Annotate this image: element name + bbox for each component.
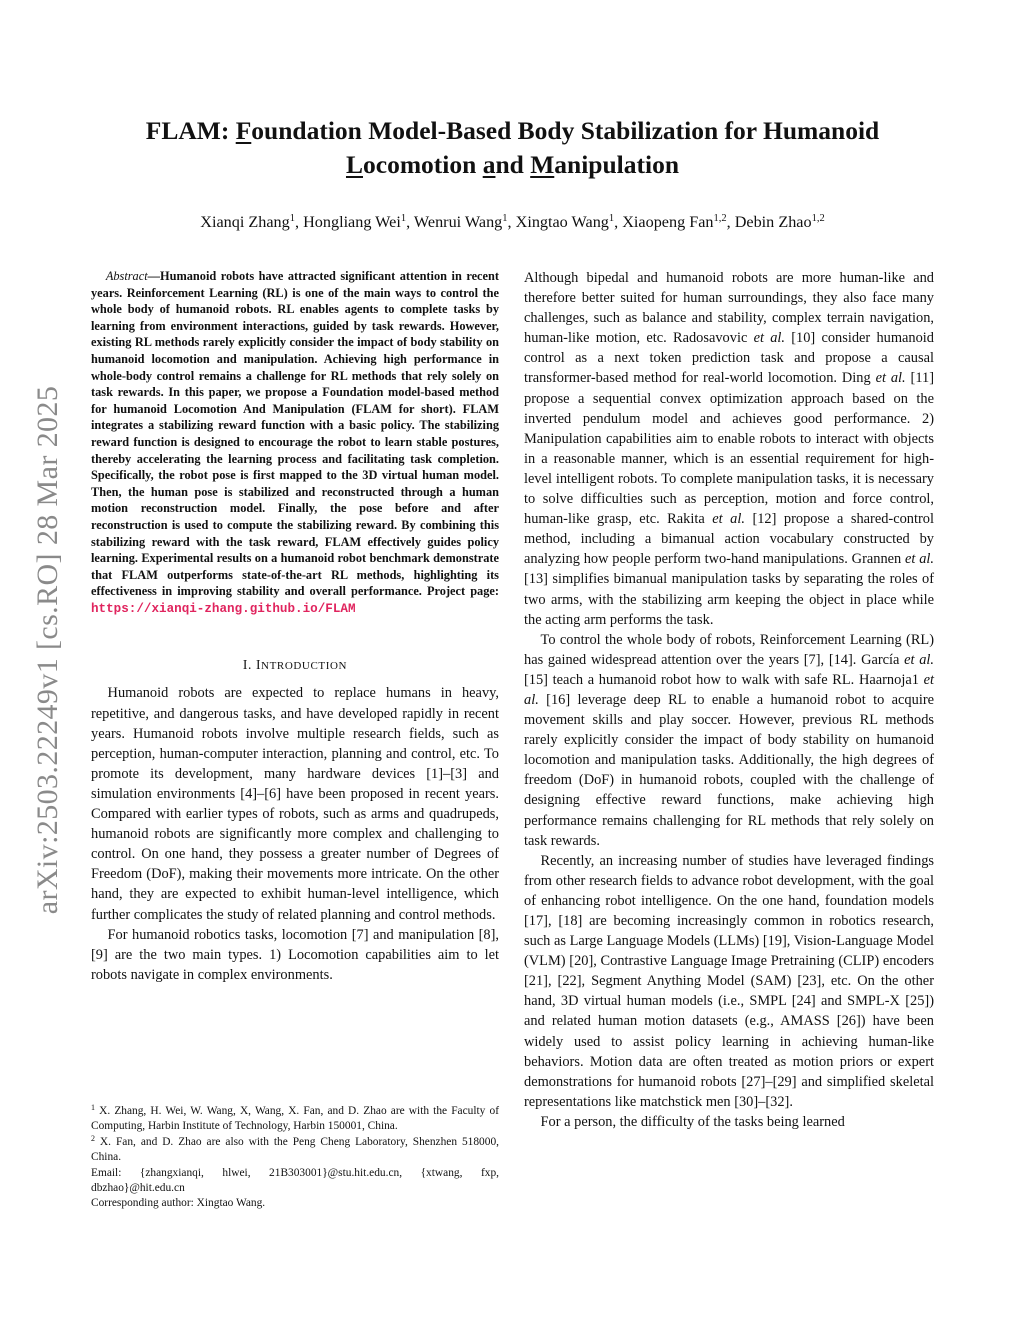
author: Xianqi Zhang$^1$, xyxy=(200,213,304,231)
intro-paragraph: Humanoid robots are expected to replace humans in heavy, repetitive, and dangerous tasks, and have developed rapidly in recent years. Humanoid robots involve multiple research fields, such as perception, human-computer interaction, planning and control, etc. To promote its development, many hardware devices [1]–[3] and simulation environments [4]–[6] have been proposed in recent years. Compared with earlier types of robots, such as arms and quadrupeds, humanoid robots are significantly more complex and challenging to control. On one hand, they possess a greater number of Degrees of Freedom (DoF), making their movements more intricate. On the other hand, they are expected to exhibit human-level intelligence, which further complicates the study of related planning and control methods. xyxy=(91,685,499,923)
arxiv-identifier: arXiv:2503.22249v1 [cs.RO] 28 Mar 2025 xyxy=(31,385,64,915)
author: Xingtao Wang$^1$, xyxy=(515,213,623,231)
section-heading-introduction: I. INTRODUCTION xyxy=(242,657,348,673)
project-page-link[interactable]: https://xianqi-zhang.github.io/FLAM xyxy=(91,601,356,616)
abstract: Abstract—Humanoid robots have attracted significant attention in recent years. Reinforcement Learning (RL) is one of the main ways to control the whole body of humanoid robots. RL enables agents to complete tasks by learning from environment interactions, guided by task rewards. However, existing RL methods rarely explicitly consider the impact of body stability on humanoid locomotion and manipulation. Achieving high performance in whole-body control remains a challenge for RL methods that rely solely on task rewards. In this paper, we propose a Foundation model-based method for humanoid Locomotion And Manipulation (FLAM for short). FLAM integrates a stabilizing reward function with a basic policy. The stabilizing reward function is designed to encourage the robot to learn stable postures, thereby accelerating the learning process and facilitating task completion. Specifically, the robot pose is first mapped to the 3D virtual human model. Then, the human pose is stabilized and reconstructed through a human motion reconstruction model. Finally, the pose before and after reconstruction is used to compute the stabilizing reward. By combining this stabilizing reward with the task reward, FLAM effectively guides policy learning. Experimental results on a humanoid robot benchmark demonstrate that FLAM outperforms state-of-the-art RL methods, highlighting its effectiveness in improving stability and overall performance. Project page: https://xianqi-zhang.github.io/FLAM xyxy=(91,269,499,616)
author-list xyxy=(90,210,935,234)
author: Hongliang Wei$^1$, xyxy=(303,213,414,231)
intro-paragraph: For humanoid robotics tasks, locomotion [7] and manipulation [8], [9] are the two main types. 1) Locomotion capabilities aim to let robots navigate in complex environments. xyxy=(91,926,499,983)
footnote-corresponding-author: Corresponding author: Xingtao Wang. xyxy=(91,1197,266,1210)
author: Wenrui Wang$^1$, xyxy=(413,213,516,231)
author: Xiaopeng Fan$^{1,2}$, xyxy=(622,213,735,231)
body-paragraph: Recently, an increasing number of studies have leveraged findings from other research fields to advance robot development, with the goal of enhancing robot intelligence. On the one hand, foundation models [17], [18] are becoming increasingly common in robotics research, such as Large Language Models (LLMs) [19], Vision-Language Model (VLM) [20], Contrastive Language Image Pretraining (CLIP) encoders [21], [22], Segment Anything Model (SAM) [23], etc. On the other hand, 3D virtual human models (i.e., SMPL [24] and SMPL-X [25]) and related human motion datasets (e.g., AMASS [26]) have been widely used to assist policy learning in achieving human-like behaviors. Motion data are often treated as motion priors or expert demonstrations for humanoid robots [27]–[29] and simplified skeletal representations like matchstick men [30]–[32]. xyxy=(524,852,934,1110)
footnote-affiliation-2: $^2$ X. Fan, and D. Zhao are also with the Peng Cheng Laboratory, Shenzhen 518000, China. xyxy=(91,1133,499,1164)
arxiv-watermark xyxy=(20,350,76,950)
body-paragraph: To control the whole body of robots, Reinforcement Learning (RL) has gained widespread attention over the years [7], [14]. García et al. [15] teach a humanoid robot how to walk with safe RL. Haarnoja1 et al. [16] leverage deep RL to enable a humanoid robot to acquire movement skills and play soccer. However, previous RL methods rarely explicitly consider the impact of body stability on humanoid locomotion and manipulation tasks. Additionally, the high degrees of freedom (DoF) in humanoid robots, coupled with the challenge of designing effective reward functions, make achieving high performance remains challenging for RL methods that rely solely on task rewards. xyxy=(524,631,934,849)
paper-title: FLAM: Foundation Model-Based Body Stabilization for Humanoid Locomotion and Manipulation xyxy=(145,116,880,179)
author: Debin Zhao$^{1,2}$ xyxy=(734,213,825,231)
right-column xyxy=(524,268,934,1132)
footnote-email: Email: {zhangxianqi, hlwei, 21B303001}@stu.hit.edu.cn, {xtwang, fxp, dbzhao}@hit.edu.cn xyxy=(91,1166,499,1195)
footnotes xyxy=(91,1104,499,1212)
left-column xyxy=(91,268,499,985)
abstract-label: Abstract xyxy=(105,269,148,283)
abstract-text: Humanoid robots have attracted significant attention in recent years. Reinforcement Learning (RL) is one of the main ways to control the whole body of humanoid robots. RL enables agents to complete tasks by learning from environment interactions, guided by task rewards. However, existing RL methods rarely explicitly consider the impact of body stability on humanoid locomotion and manipulation. Achieving high performance in whole-body control remains a challenge for RL methods that rely solely on task rewards. In this paper, we propose a Foundation model-based method for humanoid Locomotion And Manipulation (FLAM for short). FLAM integrates a stabilizing reward function with a basic policy. The stabilizing reward function is designed to encourage the robot to learn stable postures, thereby accelerating the learning process and facilitating task completion. Specifically, the robot pose is first mapped to the 3D virtual human model. Then, the human pose is stabilized and reconstructed through a human motion reconstruction model. Finally, the pose before and after reconstruction is used to compute the stabilizing reward. By combining this stabilizing reward with the task reward, FLAM effectively guides policy learning. Experimental results on a humanoid robot benchmark demonstrate that FLAM outperforms state-of-the-art RL methods, highlighting its effectiveness in improving stability and overall performance. Project page: xyxy=(91,269,499,599)
body-paragraph: Although bipedal and humanoid robots are more human-like and therefore better suited for human surroundings, they also face many challenges, such as balance and stability, complex terrain navigation, human-like motion, etc. Radosavovic et al. [10] consider humanoid control as a next token prediction task and propose a causal transformer-based method for real-world locomotion. Ding et al. [11] propose a sequential convex optimization approach based on the inverted pendulum model and achieves good performance. 2) Manipulation capabilities aim to enable robots to interact with objects in a reasonable manner, which is an essential requirement for high-level intelligent robots. To complete manipulation tasks, it is necessary to solve difficulties such as perception, motion and force control, human-like grasp, etc. Rakita et al. [12] propose a shared-control method, including a bimanual action vocabulary constructed by analyzing how people perform two-hand manipulations. Grannen et al. [13] simplifies bimanual manipulation tasks by separating the roles of two arms, with the stabilizing arm keeping the object in place while the acting arm performs the task. xyxy=(524,270,934,628)
body-paragraph: For a person, the difficulty of the tasks being learned xyxy=(540,1113,845,1130)
footnote-affiliation-1: $^1$ X. Zhang, H. Wei, W. Wang, X, Wang, X. Fan, and D. Zhao are with the Faculty of Computing, Harbin Institute of Technology, Harbin 150001, China. xyxy=(91,1103,499,1133)
